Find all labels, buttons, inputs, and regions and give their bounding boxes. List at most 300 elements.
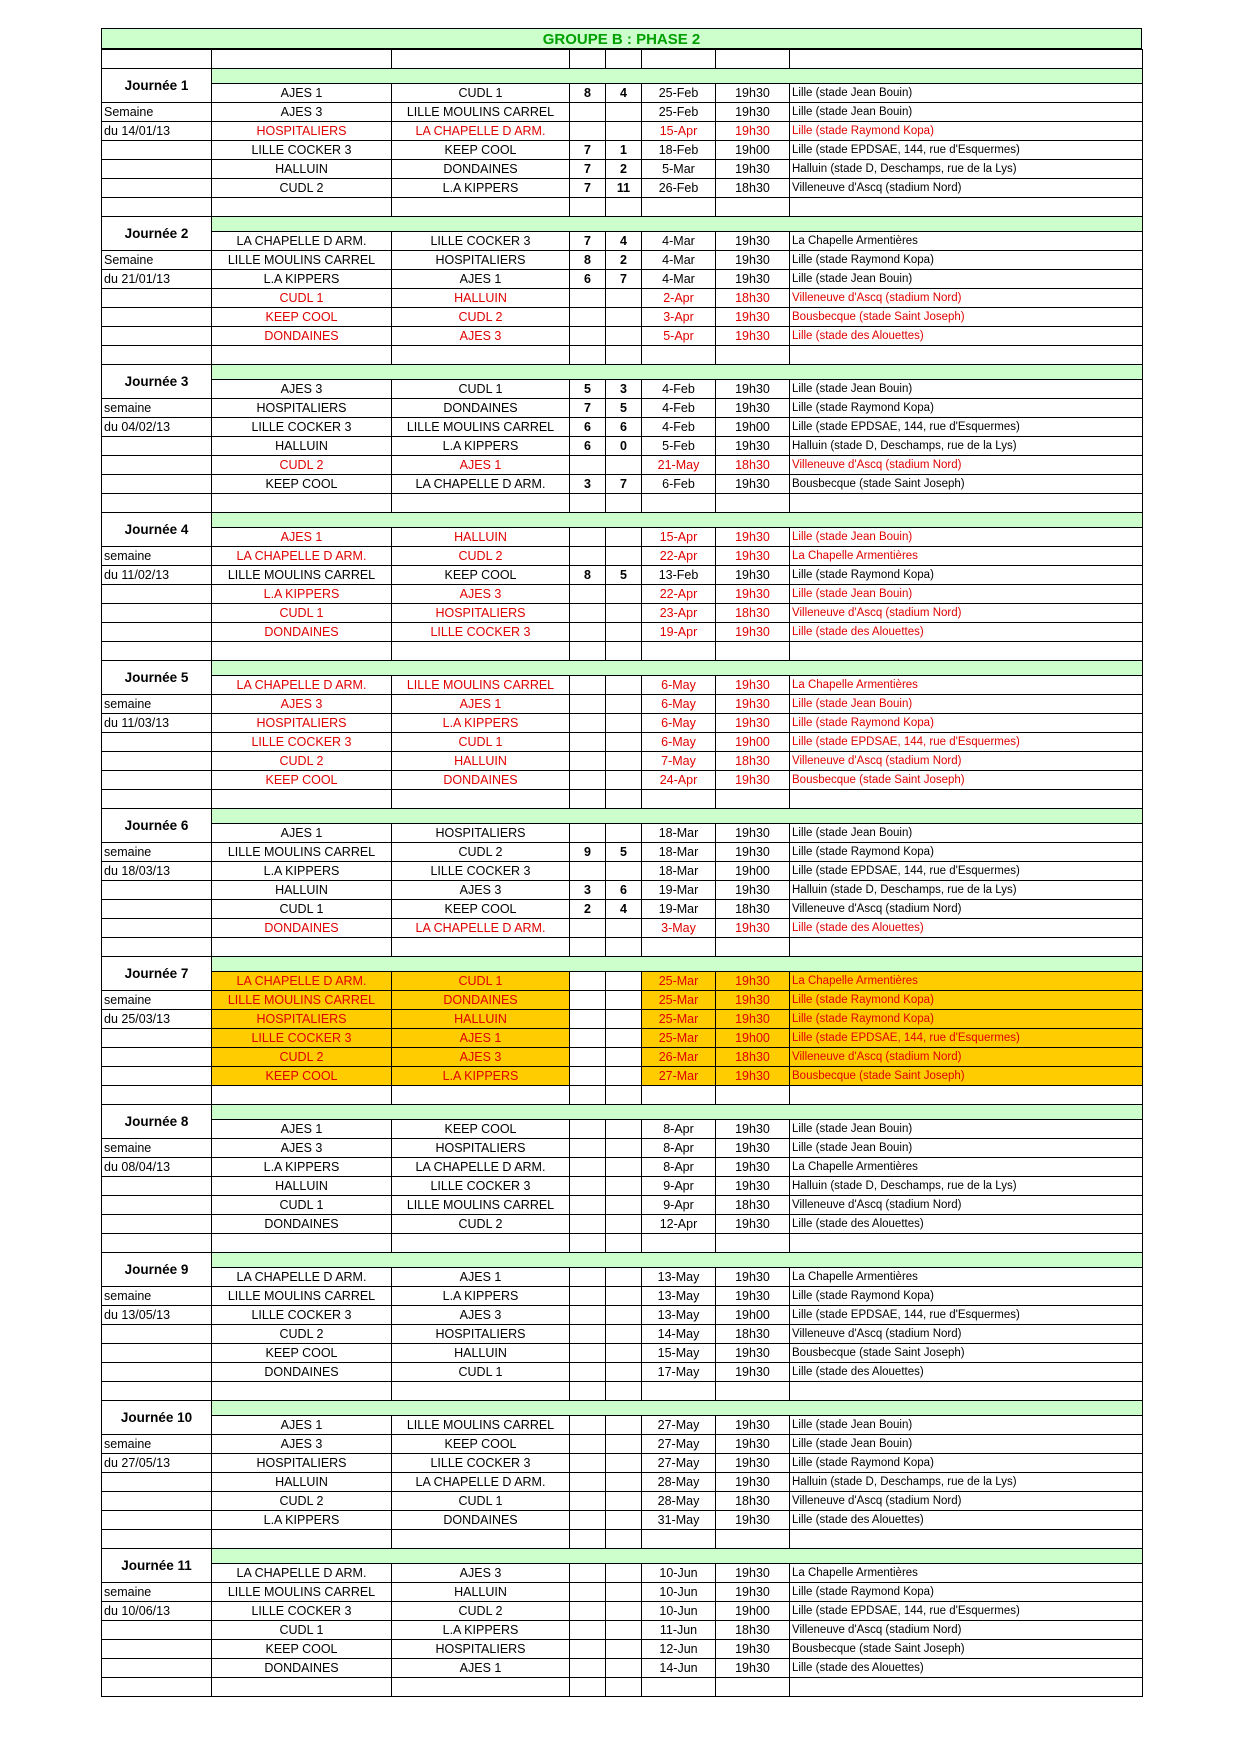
empty-cell: [392, 1530, 570, 1549]
match-row: [102, 900, 1143, 919]
match-venue: Villeneuve d'Ascq (stadium Nord): [790, 604, 1143, 623]
away-score: [606, 1564, 642, 1583]
home-score: [570, 1139, 606, 1158]
match-row: [102, 456, 1143, 475]
home-score: 2: [570, 900, 606, 919]
match-row: [102, 733, 1143, 752]
home-score: [570, 991, 606, 1010]
round-name: Journée 3: [102, 365, 212, 399]
match-date: 18-Mar: [642, 862, 716, 881]
away-score: [606, 1602, 642, 1621]
home-score: 8: [570, 566, 606, 585]
home-score: [570, 122, 606, 141]
match-row: [102, 824, 1143, 843]
home-team: KEEP COOL: [212, 475, 392, 494]
empty-cell: [102, 1086, 212, 1105]
match-time: 19h30: [716, 1010, 790, 1029]
match-date: 15-Apr: [642, 528, 716, 547]
away-team: LILLE MOULINS CARREL: [392, 676, 570, 695]
round-name: Journée 8: [102, 1105, 212, 1139]
empty-cell: [606, 938, 642, 957]
home-team: HALLUIN: [212, 160, 392, 179]
home-team: CUDL 1: [212, 1196, 392, 1215]
away-score: [606, 103, 642, 122]
home-score: [570, 1010, 606, 1029]
home-score: [570, 456, 606, 475]
away-score: [606, 585, 642, 604]
match-time: 19h30: [716, 1473, 790, 1492]
away-team: AJES 1: [392, 1268, 570, 1287]
match-venue: Lille (stade EPDSAE, 144, rue d'Esquermes): [790, 1306, 1143, 1325]
empty-cell: [642, 50, 716, 69]
match-date: 6-May: [642, 695, 716, 714]
home-score: [570, 714, 606, 733]
match-date: 5-Feb: [642, 437, 716, 456]
away-team: DONDAINES: [392, 1511, 570, 1530]
match-time: 19h30: [716, 308, 790, 327]
empty-cell: [790, 494, 1143, 513]
match-row: [102, 475, 1143, 494]
home-score: 6: [570, 270, 606, 289]
match-date: 24-Apr: [642, 771, 716, 790]
away-team: AJES 1: [392, 695, 570, 714]
away-team: LILLE COCKER 3: [392, 1454, 570, 1473]
home-score: 5: [570, 380, 606, 399]
empty-cell: [606, 1234, 642, 1253]
empty-cell: [716, 1234, 790, 1253]
home-score: [570, 1158, 606, 1177]
round-name: Journée 7: [102, 957, 212, 991]
empty-cell: [570, 790, 606, 809]
match-time: 19h30: [716, 1640, 790, 1659]
home-team: HOSPITALIERS: [212, 1454, 392, 1473]
home-team: KEEP COOL: [212, 308, 392, 327]
round-header-band: [212, 365, 1143, 380]
away-score: [606, 1473, 642, 1492]
week-dates: du 14/01/13: [102, 122, 212, 141]
match-venue: La Chapelle Armentières: [790, 1268, 1143, 1287]
week-label: semaine: [102, 399, 212, 418]
match-date: 6-May: [642, 676, 716, 695]
match-time: 19h30: [716, 1363, 790, 1382]
week-dates: du 18/03/13: [102, 862, 212, 881]
empty-cell: [790, 938, 1143, 957]
home-score: [570, 824, 606, 843]
away-team: CUDL 1: [392, 380, 570, 399]
away-score: [606, 1416, 642, 1435]
empty-cell: [570, 198, 606, 217]
empty-cell: [790, 642, 1143, 661]
away-team: L.A KIPPERS: [392, 714, 570, 733]
round-header-band: [212, 1253, 1143, 1268]
empty-cell: [790, 1530, 1143, 1549]
away-team: LA CHAPELLE D ARM.: [392, 122, 570, 141]
match-venue: Lille (stade Jean Bouin): [790, 270, 1143, 289]
week-dates: du 04/02/13: [102, 418, 212, 437]
away-score: [606, 695, 642, 714]
away-score: [606, 327, 642, 346]
match-time: 19h30: [716, 695, 790, 714]
empty-cell: [790, 198, 1143, 217]
home-team: L.A KIPPERS: [212, 1511, 392, 1530]
match-time: 18h30: [716, 1196, 790, 1215]
home-team: HALLUIN: [212, 881, 392, 900]
match-time: 19h00: [716, 1306, 790, 1325]
match-row: [102, 160, 1143, 179]
away-score: 4: [606, 900, 642, 919]
week-empty: [102, 1344, 212, 1363]
home-score: [570, 1416, 606, 1435]
match-time: 19h30: [716, 1454, 790, 1473]
week-empty: [102, 1492, 212, 1511]
empty-cell: [570, 50, 606, 69]
away-team: DONDAINES: [392, 771, 570, 790]
home-score: 8: [570, 251, 606, 270]
empty-cell: [102, 198, 212, 217]
match-time: 19h00: [716, 418, 790, 437]
home-score: 7: [570, 141, 606, 160]
spacer-row: [102, 1678, 1143, 1697]
empty-cell: [606, 790, 642, 809]
match-row: [102, 141, 1143, 160]
home-team: DONDAINES: [212, 327, 392, 346]
empty-cell: [392, 1382, 570, 1401]
empty-cell: [212, 346, 392, 365]
match-row: [102, 1583, 1143, 1602]
home-team: LA CHAPELLE D ARM.: [212, 547, 392, 566]
match-time: 19h00: [716, 862, 790, 881]
match-date: 22-Apr: [642, 547, 716, 566]
week-empty: [102, 1325, 212, 1344]
spacer-row: [102, 50, 1143, 69]
home-team: AJES 1: [212, 1120, 392, 1139]
away-score: [606, 1287, 642, 1306]
home-score: [570, 1325, 606, 1344]
away-team: CUDL 1: [392, 84, 570, 103]
home-score: [570, 1583, 606, 1602]
away-score: [606, 1492, 642, 1511]
away-team: CUDL 1: [392, 733, 570, 752]
match-venue: Lille (stade Raymond Kopa): [790, 566, 1143, 585]
away-score: 5: [606, 566, 642, 585]
home-team: AJES 1: [212, 824, 392, 843]
round-header-band: [212, 69, 1143, 84]
round-header-row: [102, 513, 1143, 528]
match-date: 28-May: [642, 1473, 716, 1492]
match-row: [102, 1010, 1143, 1029]
page-title: GROUPE B : PHASE 2: [101, 28, 1142, 49]
home-score: [570, 1196, 606, 1215]
away-team: CUDL 1: [392, 1363, 570, 1382]
match-row: [102, 972, 1143, 991]
match-row: [102, 437, 1143, 456]
away-team: L.A KIPPERS: [392, 1621, 570, 1640]
match-date: 26-Feb: [642, 179, 716, 198]
match-venue: La Chapelle Armentières: [790, 547, 1143, 566]
home-score: [570, 1473, 606, 1492]
home-score: [570, 862, 606, 881]
week-empty: [102, 437, 212, 456]
empty-cell: [716, 198, 790, 217]
match-venue: Villeneuve d'Ascq (stadium Nord): [790, 179, 1143, 198]
spacer-row: [102, 1234, 1143, 1253]
week-label: semaine: [102, 991, 212, 1010]
away-score: [606, 1048, 642, 1067]
home-team: LILLE MOULINS CARREL: [212, 566, 392, 585]
match-row: [102, 308, 1143, 327]
match-row: [102, 399, 1143, 418]
home-score: 7: [570, 160, 606, 179]
week-empty: [102, 1363, 212, 1382]
week-empty: [102, 900, 212, 919]
week-empty: [102, 1029, 212, 1048]
home-team: AJES 1: [212, 84, 392, 103]
away-score: [606, 528, 642, 547]
away-team: HOSPITALIERS: [392, 1139, 570, 1158]
match-time: 19h30: [716, 676, 790, 695]
round-header-band: [212, 1105, 1143, 1120]
home-team: L.A KIPPERS: [212, 1158, 392, 1177]
match-date: 25-Feb: [642, 103, 716, 122]
home-score: [570, 1067, 606, 1086]
match-time: 18h30: [716, 900, 790, 919]
home-score: [570, 1048, 606, 1067]
week-label: semaine: [102, 1435, 212, 1454]
empty-cell: [570, 1382, 606, 1401]
match-date: 10-Jun: [642, 1583, 716, 1602]
empty-cell: [642, 494, 716, 513]
match-date: 14-May: [642, 1325, 716, 1344]
away-team: HALLUIN: [392, 1344, 570, 1363]
empty-cell: [570, 1234, 606, 1253]
week-empty: [102, 919, 212, 938]
home-score: [570, 547, 606, 566]
away-team: KEEP COOL: [392, 566, 570, 585]
match-date: 3-May: [642, 919, 716, 938]
away-score: [606, 1196, 642, 1215]
away-score: 6: [606, 881, 642, 900]
match-venue: Villeneuve d'Ascq (stadium Nord): [790, 1048, 1143, 1067]
match-time: 19h30: [716, 84, 790, 103]
week-dates: du 21/01/13: [102, 270, 212, 289]
match-row: [102, 1177, 1143, 1196]
empty-cell: [212, 1530, 392, 1549]
home-team: LILLE COCKER 3: [212, 733, 392, 752]
home-score: [570, 623, 606, 642]
away-team: LILLE COCKER 3: [392, 862, 570, 881]
empty-cell: [392, 1086, 570, 1105]
match-date: 4-Mar: [642, 251, 716, 270]
home-score: [570, 103, 606, 122]
away-team: LILLE MOULINS CARREL: [392, 1196, 570, 1215]
home-score: [570, 733, 606, 752]
match-date: 13-May: [642, 1306, 716, 1325]
home-team: L.A KIPPERS: [212, 862, 392, 881]
away-score: 3: [606, 380, 642, 399]
week-dates: du 27/05/13: [102, 1454, 212, 1473]
match-date: 28-May: [642, 1492, 716, 1511]
match-venue: Lille (stade des Alouettes): [790, 1215, 1143, 1234]
match-row: [102, 604, 1143, 623]
match-venue: Lille (stade Raymond Kopa): [790, 251, 1143, 270]
home-team: AJES 3: [212, 695, 392, 714]
away-team: LILLE COCKER 3: [392, 623, 570, 642]
home-score: [570, 1621, 606, 1640]
week-empty: [102, 1215, 212, 1234]
match-row: [102, 1435, 1143, 1454]
match-venue: Lille (stade des Alouettes): [790, 327, 1143, 346]
away-team: LA CHAPELLE D ARM.: [392, 1473, 570, 1492]
home-score: [570, 1454, 606, 1473]
away-team: DONDAINES: [392, 399, 570, 418]
home-team: CUDL 2: [212, 1325, 392, 1344]
home-team: CUDL 2: [212, 456, 392, 475]
away-team: KEEP COOL: [392, 900, 570, 919]
away-score: [606, 1435, 642, 1454]
home-team: DONDAINES: [212, 623, 392, 642]
match-venue: Lille (stade EPDSAE, 144, rue d'Esquermes): [790, 1602, 1143, 1621]
away-team: HALLUIN: [392, 1010, 570, 1029]
away-team: DONDAINES: [392, 991, 570, 1010]
match-time: 19h30: [716, 714, 790, 733]
match-date: 8-Apr: [642, 1120, 716, 1139]
spacer-row: [102, 198, 1143, 217]
empty-cell: [102, 1382, 212, 1401]
round-name: Journée 11: [102, 1549, 212, 1583]
home-team: HOSPITALIERS: [212, 1010, 392, 1029]
match-venue: Lille (stade Raymond Kopa): [790, 1583, 1143, 1602]
week-empty: [102, 1067, 212, 1086]
match-time: 19h30: [716, 1215, 790, 1234]
week-empty: [102, 1177, 212, 1196]
empty-cell: [642, 198, 716, 217]
away-score: [606, 733, 642, 752]
home-score: [570, 1287, 606, 1306]
match-time: 19h30: [716, 1158, 790, 1177]
match-venue: Lille (stade Raymond Kopa): [790, 122, 1143, 141]
away-score: [606, 676, 642, 695]
round-header-band: [212, 957, 1143, 972]
empty-cell: [642, 642, 716, 661]
match-time: 19h30: [716, 475, 790, 494]
match-venue: Lille (stade Raymond Kopa): [790, 1287, 1143, 1306]
empty-cell: [716, 50, 790, 69]
match-venue: Villeneuve d'Ascq (stadium Nord): [790, 1325, 1143, 1344]
away-score: [606, 862, 642, 881]
match-row: [102, 1602, 1143, 1621]
home-score: [570, 1602, 606, 1621]
empty-cell: [606, 642, 642, 661]
match-date: 4-Feb: [642, 418, 716, 437]
away-team: AJES 1: [392, 1659, 570, 1678]
away-team: AJES 3: [392, 1564, 570, 1583]
away-score: [606, 1158, 642, 1177]
round-header-band: [212, 661, 1143, 676]
match-row: [102, 1196, 1143, 1215]
home-team: CUDL 2: [212, 179, 392, 198]
match-venue: Halluin (stade D, Deschamps, rue de la Lys): [790, 437, 1143, 456]
match-date: 21-May: [642, 456, 716, 475]
home-team: LILLE COCKER 3: [212, 1602, 392, 1621]
match-time: 18h30: [716, 1048, 790, 1067]
away-score: 7: [606, 475, 642, 494]
away-team: AJES 3: [392, 327, 570, 346]
away-score: [606, 919, 642, 938]
match-venue: Bousbecque (stade Saint Joseph): [790, 1344, 1143, 1363]
empty-cell: [716, 494, 790, 513]
home-team: LILLE COCKER 3: [212, 141, 392, 160]
home-team: CUDL 1: [212, 1621, 392, 1640]
match-row: [102, 771, 1143, 790]
away-score: [606, 1306, 642, 1325]
away-team: HALLUIN: [392, 752, 570, 771]
match-date: 27-May: [642, 1454, 716, 1473]
spacer-row: [102, 938, 1143, 957]
match-venue: La Chapelle Armentières: [790, 972, 1143, 991]
home-team: LILLE COCKER 3: [212, 418, 392, 437]
away-team: HALLUIN: [392, 528, 570, 547]
match-venue: Lille (stade Raymond Kopa): [790, 991, 1143, 1010]
empty-cell: [102, 790, 212, 809]
empty-cell: [392, 50, 570, 69]
match-venue: Lille (stade EPDSAE, 144, rue d'Esquermes): [790, 141, 1143, 160]
away-score: [606, 1177, 642, 1196]
empty-cell: [102, 346, 212, 365]
week-empty: [102, 1048, 212, 1067]
match-time: 19h30: [716, 327, 790, 346]
away-team: LA CHAPELLE D ARM.: [392, 1158, 570, 1177]
away-score: 2: [606, 251, 642, 270]
away-team: AJES 1: [392, 1029, 570, 1048]
match-date: 27-Mar: [642, 1067, 716, 1086]
away-team: LILLE MOULINS CARREL: [392, 1416, 570, 1435]
away-team: AJES 3: [392, 881, 570, 900]
match-time: 19h30: [716, 270, 790, 289]
empty-cell: [392, 494, 570, 513]
match-time: 19h30: [716, 991, 790, 1010]
match-venue: Halluin (stade D, Deschamps, rue de la Lys): [790, 160, 1143, 179]
empty-cell: [790, 1234, 1143, 1253]
match-venue: Villeneuve d'Ascq (stadium Nord): [790, 1196, 1143, 1215]
away-score: [606, 824, 642, 843]
home-score: [570, 1435, 606, 1454]
home-team: AJES 3: [212, 103, 392, 122]
away-team: KEEP COOL: [392, 141, 570, 160]
match-row: [102, 714, 1143, 733]
home-score: [570, 289, 606, 308]
match-row: [102, 380, 1143, 399]
week-label: semaine: [102, 695, 212, 714]
home-team: LILLE MOULINS CARREL: [212, 991, 392, 1010]
schedule-body: [102, 50, 1143, 1697]
home-score: [570, 1492, 606, 1511]
home-score: [570, 771, 606, 790]
round-name: Journée 5: [102, 661, 212, 695]
match-date: 19-Mar: [642, 881, 716, 900]
away-score: [606, 991, 642, 1010]
match-venue: Lille (stade des Alouettes): [790, 1659, 1143, 1678]
home-team: CUDL 1: [212, 289, 392, 308]
week-empty: [102, 733, 212, 752]
home-team: AJES 1: [212, 528, 392, 547]
match-date: 25-Mar: [642, 1029, 716, 1048]
match-venue: Lille (stade Jean Bouin): [790, 1416, 1143, 1435]
away-score: [606, 1344, 642, 1363]
match-venue: Lille (stade Raymond Kopa): [790, 843, 1143, 862]
home-team: HALLUIN: [212, 437, 392, 456]
match-venue: La Chapelle Armentières: [790, 1564, 1143, 1583]
week-empty: [102, 1621, 212, 1640]
